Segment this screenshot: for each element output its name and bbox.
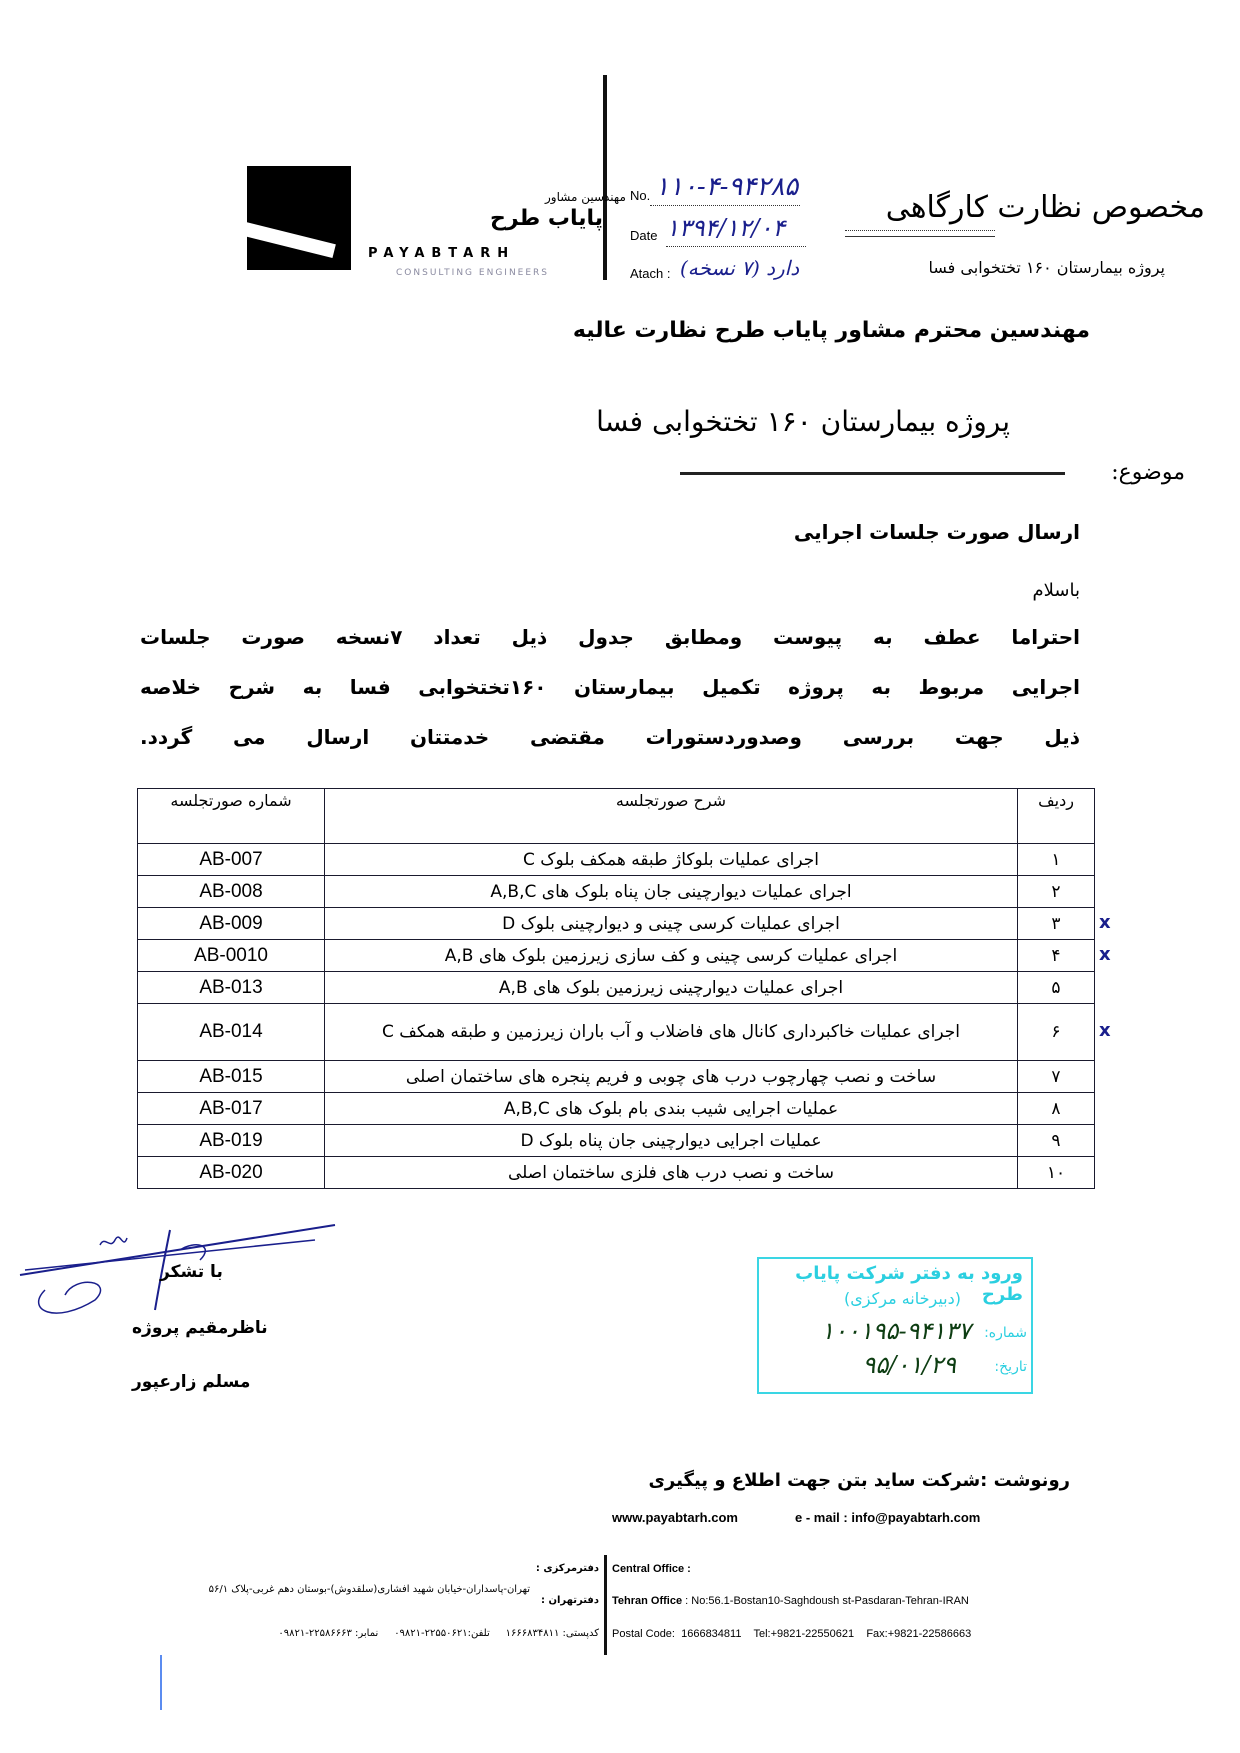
project-title: پروژه بیمارستان ۱۶۰ تختخوابی فسا xyxy=(596,405,1010,438)
table-row xyxy=(138,972,1095,1004)
footer-tehran-office-fa-label: دفترتهران : xyxy=(540,1595,599,1606)
cell-row-number: ۲ xyxy=(1018,876,1095,908)
header-subtitle: پروژه بیمارستان ۱۶۰ تختخوابی فسا xyxy=(928,258,1165,277)
greeting: باسلام xyxy=(1032,580,1080,601)
cell-row-number: ۷ xyxy=(1018,1061,1095,1093)
cell-description: اجرای عملیات دیوارچینی جان پناه بلوک های A,B,C xyxy=(325,876,1018,908)
number-dotline xyxy=(650,205,800,206)
number-value: ۱۱۰-۴-۹۴۲۸۵ xyxy=(655,172,799,202)
cell-minutes-number: AB-013 xyxy=(138,972,325,1004)
stamp-date-label: تاریخ: xyxy=(994,1359,1027,1375)
cell-row-number: ۹ xyxy=(1018,1125,1095,1157)
number-label: No. xyxy=(630,188,651,203)
table-row xyxy=(138,844,1095,876)
cell-minutes-number: AB-015 xyxy=(138,1061,325,1093)
table-row xyxy=(138,1157,1095,1189)
logo-english-subtitle: CONSULTING ENGINEERS xyxy=(396,268,550,278)
attach-label: Atach xyxy=(630,266,664,281)
cell-row-number: ۴ xyxy=(1018,940,1095,972)
footer-tehran-office-fa: تهران-پاسداران-خیابان شهید افشاری(سلقدوش)-بوستان دهم غربی-پلاک ۵۶/۱ xyxy=(208,1584,530,1595)
received-stamp xyxy=(757,1257,1033,1394)
stamp-line-1: ورود به دفتر شرکت پایاب طرح xyxy=(795,1263,1023,1305)
table-row xyxy=(138,1093,1095,1125)
scan-artifact-line xyxy=(160,1655,162,1710)
header-row-number: ردیف xyxy=(1018,789,1095,844)
meta-attach: Atach : xyxy=(630,266,671,281)
cell-description: اجرای عملیات کرسی چینی و دیوارچینی بلوک D xyxy=(325,908,1018,940)
cell-minutes-number: AB-014 xyxy=(138,1004,325,1061)
cell-description: اجرای عملیات دیوارچینی زیرزمین بلوک های A,B xyxy=(325,972,1018,1004)
stamp-number-value: ۱۰۰۱۹۵-۹۴۱۳۷ xyxy=(821,1317,971,1345)
stamp-line-2: (دبیرخانه مرکزی) xyxy=(844,1289,961,1308)
signature-thanks: با تشکر xyxy=(160,1262,223,1282)
carbon-copy: رونوشت :شرکت ساید بتن جهت اطلاع و پیگیری xyxy=(648,1470,1070,1491)
body-line-3: ذیل جهت بررسی وصدوردستورات مقتضی خدمتتان ارسال می گردد. xyxy=(140,725,1080,749)
tehran-office-label: Tehran Office xyxy=(612,1595,683,1607)
addressee: مهندسین محترم مشاور پایاب طرح نظارت عالیه xyxy=(572,318,1090,343)
handwritten-x-mark: x xyxy=(1099,943,1111,965)
stamp-date-value: ۹۵/۰۱/۲۹ xyxy=(862,1351,956,1379)
minutes-table xyxy=(137,788,1095,1189)
cell-minutes-number: AB-0010 xyxy=(138,940,325,972)
logo-persian-subtitle: مهندسین مشاور xyxy=(545,190,626,204)
handwritten-x-mark: x xyxy=(1099,1020,1111,1041)
table-row xyxy=(138,1125,1095,1157)
footer-email[interactable]: e - mail : info@payabtarh.com xyxy=(795,1510,981,1525)
title-underline xyxy=(845,230,995,231)
header-description: شرح صورتجلسه xyxy=(325,789,1018,844)
handwritten-x-mark: x xyxy=(1099,911,1111,933)
body-line-2: اجرایی مربوط به پروژه تکمیل بیمارستان ۱۶۰تختخوابی فسا به شرح خلاصه xyxy=(140,675,1080,699)
tehran-office-address: : No:56.1-Bostan10-Saghdoush st-Pasdaran-Tehran-IRAN xyxy=(682,1595,969,1607)
meta-date xyxy=(630,228,657,243)
date-dotline xyxy=(666,246,806,247)
cell-description: اجرای عملیات بلوکاژ طبقه همکف بلوک C xyxy=(325,844,1018,876)
table-row xyxy=(138,1004,1095,1061)
footer-website[interactable]: www.payabtarh.com xyxy=(612,1510,738,1525)
logo-english-name: PAYABTARH xyxy=(368,246,516,261)
cell-description: ساخت و نصب چهارچوب درب های چوبی و فریم پنجره های ساختمان اصلی xyxy=(325,1061,1018,1093)
footer-postal-fa: کدپستی: ۱۶۶۶۸۳۴۸۱۱ تلفن:۲۲۵۵۰۶۲۱-۰۹۸۲۱ نمابر: ۲۲۵۸۶۶۶۳-۰۹۸۲۱ xyxy=(278,1628,599,1639)
cell-description: ساخت و نصب درب های فلزی ساختمان اصلی xyxy=(325,1157,1018,1189)
attach-value: دارد (۷ نسخه) xyxy=(680,256,800,280)
table-row xyxy=(138,940,1095,972)
cell-description: اجرای عملیات کرسی چینی و کف سازی زیرزمین بلوک های A,B xyxy=(325,940,1018,972)
table-row xyxy=(138,908,1095,940)
footer-central-office-fa: دفترمرکزی : xyxy=(535,1563,599,1574)
footer-central-office-en: Central Office : xyxy=(612,1563,691,1575)
table-row xyxy=(138,876,1095,908)
cell-description: عملیات اجرایی شیب بندی بام بلوک های A,B,C xyxy=(325,1093,1018,1125)
body-line-1: احتراما عطف به پیوست ومطابق جدول ذیل تعداد ۷نسخه صورت جلسات xyxy=(140,625,1081,649)
cell-row-number: ۵ xyxy=(1018,972,1095,1004)
cell-minutes-number: AB-007 xyxy=(138,844,325,876)
footer-postal-en: Postal Code: 1666834811 Tel:+9821-22550621 Fax:+9821-22586663 xyxy=(612,1628,972,1640)
signature-name: مسلم زارعپور xyxy=(132,1372,251,1392)
cell-minutes-number: AB-008 xyxy=(138,876,325,908)
cell-description: عملیات اجرایی دیوارچینی جان پناه بلوک D xyxy=(325,1125,1018,1157)
header-minutes-number: شماره صورتجلسه xyxy=(138,789,325,844)
header-title: مخصوص نظارت کارگاهی xyxy=(885,190,1205,225)
cell-row-number: ۱ xyxy=(1018,844,1095,876)
payabtarh-logo-icon xyxy=(247,166,351,270)
signature-role: ناظرمقیم پروژه xyxy=(132,1318,268,1338)
table-header-row xyxy=(138,789,1095,844)
title-underline-2 xyxy=(845,236,995,237)
cell-row-number: ۶ xyxy=(1018,1004,1095,1061)
cell-minutes-number: AB-017 xyxy=(138,1093,325,1125)
footer-divider xyxy=(604,1555,607,1655)
table-row xyxy=(138,1061,1095,1093)
cell-minutes-number: AB-020 xyxy=(138,1157,325,1189)
cell-row-number: ۳ xyxy=(1018,908,1095,940)
date-label: Date xyxy=(630,228,658,243)
header-divider xyxy=(603,75,607,280)
subject-underline xyxy=(680,472,1065,475)
stamp-number-label: شماره: xyxy=(984,1325,1027,1341)
subject: ارسال صورت جلسات اجرایی xyxy=(793,520,1080,544)
footer-tehran-office-en xyxy=(612,1595,969,1607)
subject-label: موضوع: xyxy=(1111,460,1185,485)
cell-description: اجرای عملیات خاکبرداری کانال های فاضلاب و آب باران زیرزمین و طبقه همکف C xyxy=(325,1004,1018,1061)
cell-row-number: ۸ xyxy=(1018,1093,1095,1125)
meta-number xyxy=(630,188,650,203)
cell-minutes-number: AB-009 xyxy=(138,908,325,940)
cell-row-number: ۱۰ xyxy=(1018,1157,1095,1189)
cell-minutes-number: AB-019 xyxy=(138,1125,325,1157)
logo-persian-name: پایاب طرح xyxy=(490,206,604,231)
date-value: ۱۳۹۴/۱۲/۰۴ xyxy=(666,214,786,242)
